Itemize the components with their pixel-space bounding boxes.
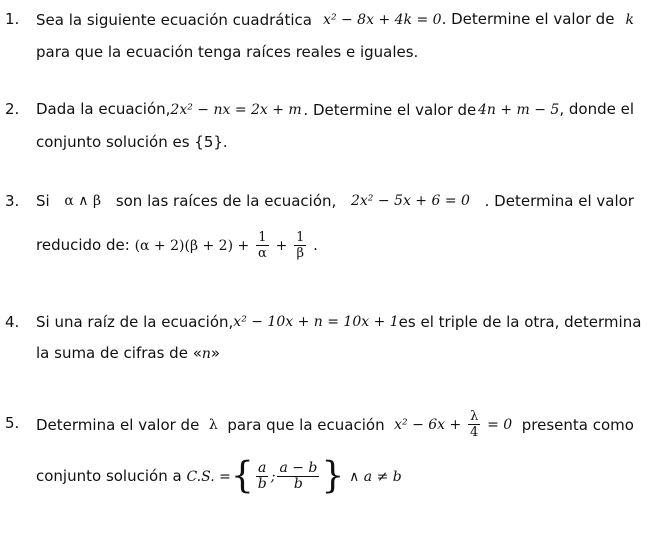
condition: ∧ a ≠ b xyxy=(349,469,402,485)
text: Determina el valor de xyxy=(36,415,200,434)
text: , donde el xyxy=(559,100,634,118)
separator: ; xyxy=(270,469,276,485)
numerator: λ xyxy=(470,409,479,424)
exercise-4-line-1 xyxy=(36,310,642,334)
fraction-one-over-alpha xyxy=(256,230,269,261)
denominator: 4 xyxy=(470,425,479,440)
text: . xyxy=(313,236,318,254)
solution-set-label: C.S. = xyxy=(186,469,231,485)
text: conjunto solución a xyxy=(36,467,182,485)
numerator: a − b xyxy=(279,460,318,476)
equation: x² − 6x + xyxy=(394,417,462,433)
expression: 4n + m − 5 xyxy=(477,102,560,118)
text: » xyxy=(210,344,221,362)
fraction-a-over-b xyxy=(256,461,269,492)
right-brace: } xyxy=(321,455,345,497)
text: Sea la siguiente ecuación cuadrática xyxy=(36,10,312,29)
numerator: 1 xyxy=(258,230,267,245)
text: la suma de cifras de « xyxy=(36,344,202,362)
text: Si xyxy=(36,192,50,210)
text: . Determine el valor de xyxy=(303,100,477,119)
exercise-number: 2. xyxy=(5,100,20,118)
text: Si una raíz de la ecuación, xyxy=(36,313,234,331)
text: es el triple de la otra, determina xyxy=(398,313,642,331)
fraction-one-over-beta xyxy=(294,230,306,261)
numerator: 1 xyxy=(296,230,305,245)
exercise-number: 4. xyxy=(5,313,20,331)
text: para que la ecuación xyxy=(227,415,385,434)
roots-symbol: α ∧ β xyxy=(64,193,102,209)
expression: (α + 2)(β + 2) + xyxy=(134,238,250,254)
exercise-3-line-2 xyxy=(36,227,634,264)
exercise-3-line-1 xyxy=(36,189,634,213)
fraction-lambda-over-4 xyxy=(468,409,480,440)
exercise-2-line-1 xyxy=(36,97,634,122)
text: reducido de: xyxy=(36,236,130,254)
text: son las raíces de la ecuación, xyxy=(115,192,337,210)
exercise-2-line-2: conjunto solución es {5}. xyxy=(36,133,228,151)
numerator: a xyxy=(258,460,267,476)
plus-sign: + xyxy=(275,238,288,254)
exercise-4-line-2 xyxy=(36,341,634,366)
denominator: α xyxy=(258,246,267,261)
text: . Determina el valor xyxy=(484,192,634,210)
variable: k xyxy=(625,11,634,28)
equation-end: = 0 xyxy=(487,417,513,433)
left-brace: { xyxy=(230,455,254,497)
exercise-1-line-1 xyxy=(36,7,634,32)
exercise-5-line-1 xyxy=(36,406,634,443)
equation: x² − 10x + n = 10x + 1 xyxy=(233,314,399,330)
text: presenta como xyxy=(521,415,634,434)
equation: 2x² − 5x + 6 = 0 xyxy=(351,193,470,209)
exercise-number: 3. xyxy=(5,192,20,210)
exercise-1-line-2: para que la ecuación tenga raíces reales e iguales. xyxy=(36,43,419,61)
exercise-number: 1. xyxy=(5,10,20,28)
denominator: β xyxy=(296,246,304,261)
text: . Determine el valor de xyxy=(441,10,615,28)
fraction-a-minus-b-over-b xyxy=(277,461,319,492)
variable: n xyxy=(201,346,211,362)
text: Dada la ecuación, xyxy=(36,100,171,118)
denominator: b xyxy=(293,476,303,492)
equation: x² − 8x + 4k = 0 xyxy=(323,12,442,28)
lambda: λ xyxy=(208,416,218,433)
exercise-5-line-2 xyxy=(36,456,634,497)
equation: 2x² − nx = 2x + m xyxy=(170,102,302,118)
denominator: b xyxy=(257,476,267,492)
exercise-number: 5. xyxy=(5,414,20,432)
